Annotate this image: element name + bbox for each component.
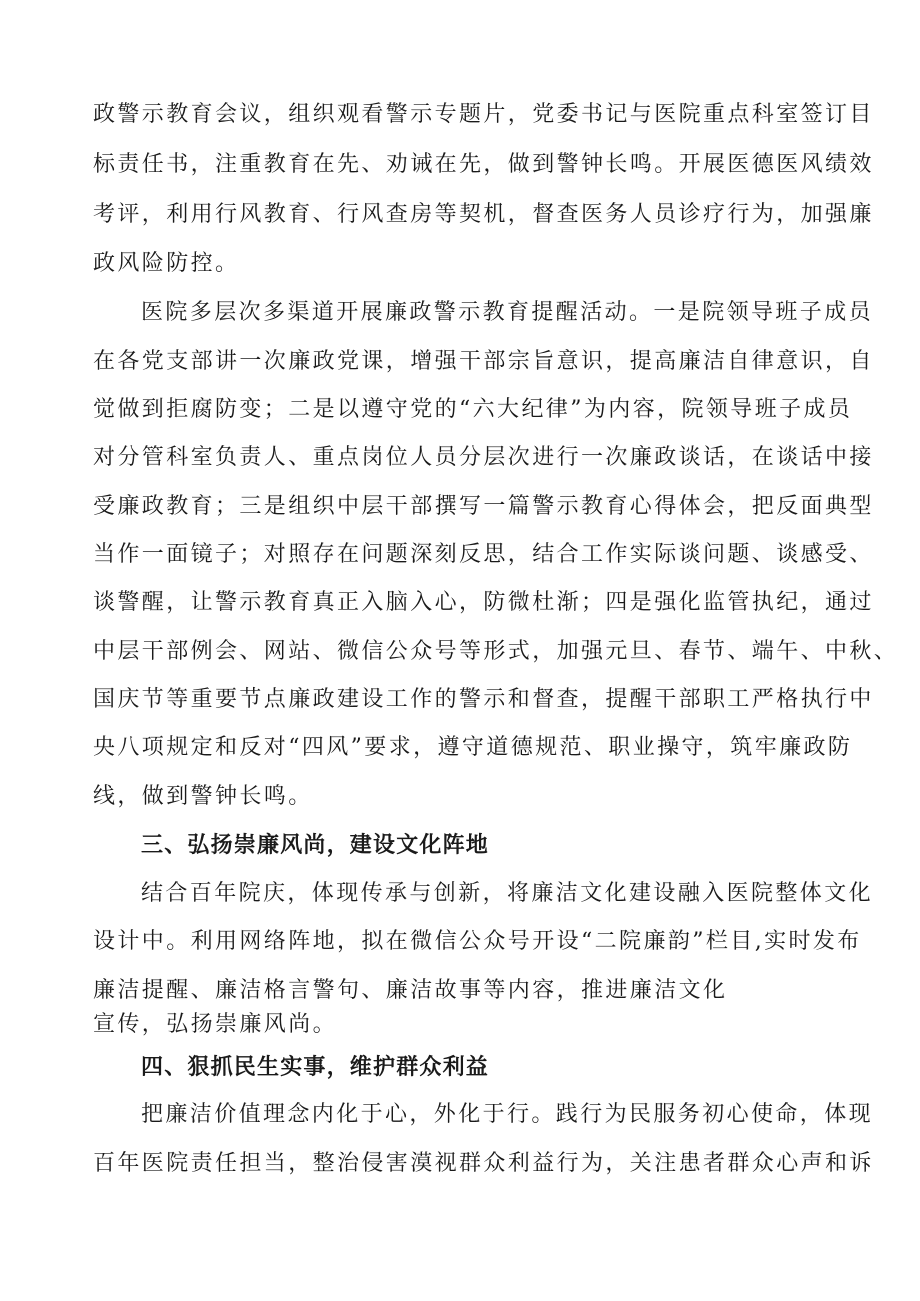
section3-heading: 三、弘扬崇廉风尚，建设文化阵地 (141, 833, 490, 858)
paragraph2-line-4: 对分管科室负责人、重点岗位人员分层次进行一次廉政谈话，在谈话中接 (93, 445, 874, 470)
paragraph1-line-4: 政风险防控。 (93, 251, 240, 276)
paragraph1-line-2: 标责任书，注重教育在先、劝诫在先，做到警钟长鸣。开展医德医风绩效 (93, 152, 874, 177)
paragraph2-line-10: 央八项规定和反对“四风”要求，遵守道德规范、职业操守，筑牢廉政防 (93, 735, 853, 760)
section3-line-1: 结合百年院庆，体现传承与创新，将廉洁文化建设融入医院整体文化 (141, 881, 874, 906)
paragraph2-line-3: 觉做到拒腐防变；二是以遵守党的“六大纪律”为内容，院领导班子成员 (93, 397, 853, 422)
paragraph2-line-9: 国庆节等重要节点廉政建设工作的警示和督查，提醒干部职工严格执行中 (93, 687, 874, 712)
section4-line-2: 百年医院责任担当，整治侵害漠视群众利益行为，关注患者群众心声和诉 (93, 1151, 874, 1176)
paragraph1-line-1: 政警示教育会议，组织观看警示专题片，党委书记与医院重点科室签订目 (93, 102, 874, 127)
paragraph2-line-11: 线，做到警钟长鸣。 (93, 784, 313, 809)
section3-line-4: 宣传，弘扬崇廉风尚。 (93, 1012, 338, 1037)
section4-heading: 四、狠抓民生实事，维护群众利益 (141, 1055, 490, 1080)
paragraph2-line-7: 谈警醒，让警示教育真正入脑入心，防微杜渐；四是强化监管执纪，通过 (93, 590, 874, 615)
section4-line-1: 把廉洁价值理念内化于心，外化于行。践行为民服务初心使命，体现 (141, 1102, 874, 1127)
section3-line-3: 廉洁提醒、廉洁格言警句、廉洁故事等内容，推进廉洁文化 (93, 978, 728, 1003)
paragraph2-line-1: 医院多层次多渠道开展廉政警示教育提醒活动。一是院领导班子成员 (141, 300, 874, 325)
section3-line-2: 设计中。利用网络阵地，拟在微信公众号开设“二院廉韵”栏目,实时发布 (93, 929, 862, 954)
paragraph2-line-6: 当作一面镜子；对照存在问题深刻反思，结合工作实际谈问题、谈感受、 (93, 542, 874, 567)
paragraph2-line-8: 中层干部例会、网站、微信公众号等形式，加强元旦、春节、端午、中秋、 (93, 639, 899, 664)
paragraph1-line-3: 考评，利用行风教育、行风查房等契机，督查医务人员诊疗行为，加强廉 (93, 202, 874, 227)
paragraph2-line-5: 受廉政教育；三是组织中层干部撰写一篇警示教育心得体会，把反面典型 (93, 494, 874, 519)
paragraph2-line-2: 在各党支部讲一次廉政党课，增强干部宗旨意识，提高廉洁自律意识，自 (93, 349, 874, 374)
